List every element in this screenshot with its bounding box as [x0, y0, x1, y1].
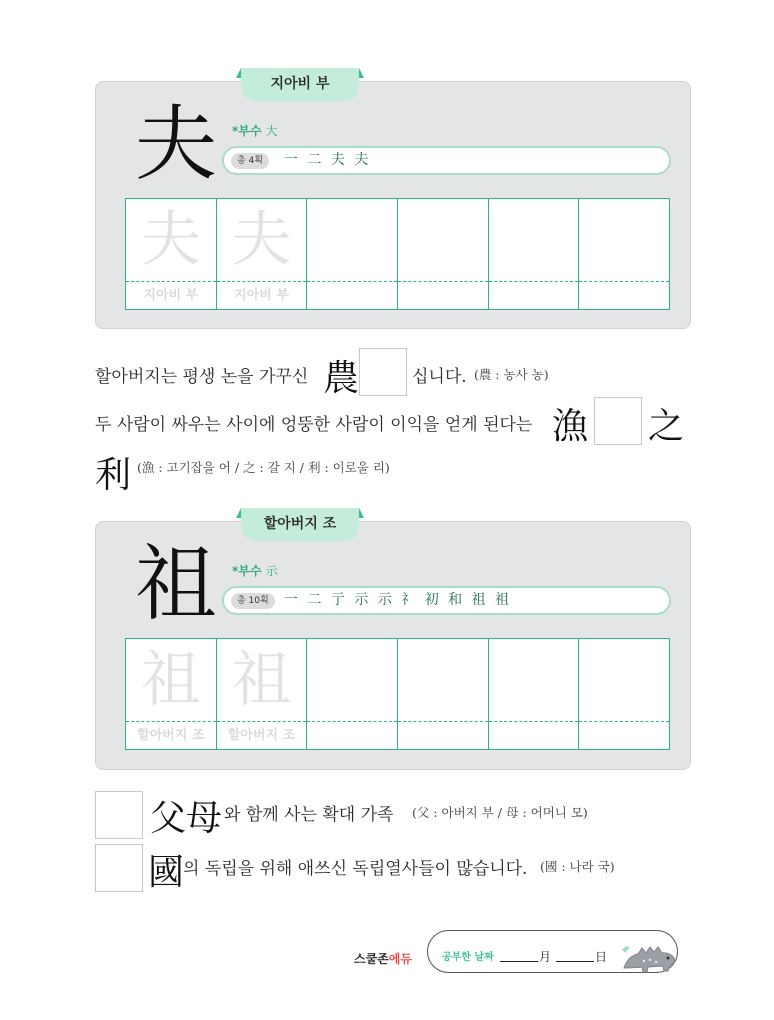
- stroke-step: 祖: [471, 592, 486, 608]
- radical-info: [232, 562, 278, 579]
- blank-cell[interactable]: [489, 639, 580, 749]
- guide-line: [398, 281, 488, 282]
- guide-line: [579, 721, 669, 722]
- logo-edu: 에듀: [388, 952, 412, 966]
- stroke-step: 和: [448, 592, 463, 608]
- answer-box[interactable]: [594, 397, 642, 445]
- trace-label: 할아버지 조: [137, 728, 205, 743]
- trace-label: 지아비 부: [143, 288, 199, 303]
- guide-line: [489, 281, 579, 282]
- stroke-count-badge: 총 10획: [231, 593, 275, 609]
- radical-label: *부수: [232, 564, 262, 578]
- sentence-4-note: (國 : 나라 국): [540, 859, 615, 874]
- card-title-tab: 지아비 부: [241, 68, 359, 101]
- stroke-step: 示: [354, 592, 369, 608]
- blank-cell[interactable]: [307, 199, 398, 309]
- stroke-step: 一: [284, 592, 298, 608]
- guide-line: [126, 281, 216, 282]
- radical-label: *부수: [232, 124, 262, 138]
- sentence-2-hanja-2: 之: [648, 406, 685, 447]
- stroke-step: 初: [424, 592, 439, 608]
- day-input-line[interactable]: [556, 961, 594, 962]
- sentence-2-text: 두 사람이 싸우는 사이에 엉뚱한 사람이 이익을 얻게 된다는: [95, 415, 533, 435]
- blank-cell[interactable]: [579, 639, 669, 749]
- guide-line: [579, 281, 669, 282]
- stroke-step: 亍: [330, 592, 345, 608]
- answer-box[interactable]: [359, 348, 407, 396]
- writing-grid: [125, 198, 670, 310]
- stroke-step: 二: [307, 152, 322, 168]
- radical-char: 示: [265, 564, 278, 578]
- sentence-1-after: 십니다.: [412, 367, 467, 387]
- month-unit: 月: [539, 950, 552, 964]
- card-title-tab: 할아버지 조: [241, 508, 359, 541]
- sentence-2-hanja-1: 漁: [552, 406, 589, 447]
- guide-line: [489, 721, 579, 722]
- stroke-count-badge: 총 4획: [231, 153, 269, 169]
- stroke-sequence: [284, 590, 514, 610]
- answer-box[interactable]: [95, 844, 143, 892]
- stroke-step: 二: [307, 592, 322, 608]
- sentence-4-text: 의 독립을 위해 애쓰신 독립열사들이 많습니다.: [183, 859, 528, 879]
- stroke-step: 夫: [330, 152, 345, 168]
- guide-line: [217, 281, 307, 282]
- trace-cell[interactable]: [126, 199, 217, 309]
- trace-cell[interactable]: [217, 199, 308, 309]
- stroke-order-bar: [222, 146, 671, 175]
- guide-line: [398, 721, 488, 722]
- sentence-3-text: 와 함께 사는 확대 가족: [224, 805, 394, 825]
- blank-cell[interactable]: [398, 199, 489, 309]
- answer-box[interactable]: [95, 791, 143, 839]
- dinosaur-icon: [620, 938, 678, 974]
- guide-line: [126, 721, 216, 722]
- hanja-card-bu: [95, 76, 691, 329]
- trace-cell[interactable]: [217, 639, 308, 749]
- stroke-order-bar: [222, 586, 671, 615]
- sentence-3-hanja: 父母: [150, 798, 223, 839]
- trace-hanja: 祖: [140, 645, 201, 715]
- logo-main: 스쿨존: [354, 952, 389, 966]
- sentence-3-note: (父 : 아버지 부 / 母 : 어머니 모): [412, 805, 588, 820]
- trace-label: 할아버지 조: [227, 728, 296, 743]
- trace-hanja: 夫: [231, 205, 292, 275]
- stroke-step: 祖: [495, 592, 510, 608]
- sentence-2-note: (漁 : 고기잡을 어 / 之 : 갈 지 / 利 : 이로울 리): [137, 460, 390, 475]
- blank-cell[interactable]: [489, 199, 580, 309]
- stroke-sequence: [284, 150, 373, 170]
- blank-cell[interactable]: [398, 639, 489, 749]
- trace-label: 지아비 부: [234, 288, 289, 303]
- sentence-2-hanja-3: 利: [95, 455, 132, 496]
- month-input-line[interactable]: [500, 961, 538, 962]
- hanja-card-jo: [95, 516, 691, 770]
- trace-hanja: 祖: [231, 645, 292, 715]
- stroke-step: 一: [284, 152, 298, 168]
- guide-line: [307, 281, 397, 282]
- blank-cell[interactable]: [579, 199, 669, 309]
- writing-grid: [125, 638, 670, 750]
- main-hanja: 夫: [134, 97, 217, 192]
- stroke-step: 夫: [354, 152, 369, 168]
- date-label: 공부한 날짜: [442, 952, 494, 963]
- trace-cell[interactable]: [126, 639, 217, 749]
- trace-hanja: 夫: [140, 205, 201, 275]
- sentence-1-text: 할아버지는 평생 논을 가꾸신: [95, 367, 309, 387]
- guide-line: [307, 721, 397, 722]
- stroke-step: 示: [377, 592, 392, 608]
- blank-cell[interactable]: [307, 639, 398, 749]
- publisher-logo: [354, 950, 412, 967]
- radical-info: [232, 122, 278, 139]
- main-hanja: 祖: [134, 537, 217, 632]
- sentence-1-note: (農 : 농사 농): [474, 367, 549, 382]
- sentence-1-hanja: 農: [323, 358, 360, 399]
- stroke-step: 礻: [401, 592, 416, 608]
- radical-char: 大: [265, 124, 278, 138]
- guide-line: [217, 721, 307, 722]
- sentence-4-hanja: 國: [148, 852, 185, 893]
- day-unit: 日: [595, 950, 608, 964]
